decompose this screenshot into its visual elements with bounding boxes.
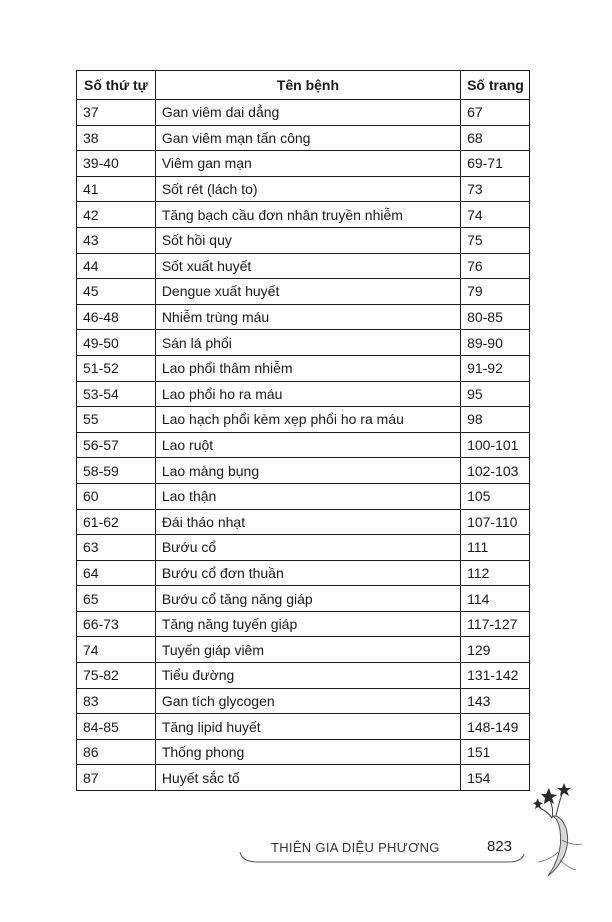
row-order-number: 58-59: [77, 458, 156, 484]
row-disease-name: Tiểu đường: [155, 663, 460, 689]
table-row: [77, 151, 530, 177]
row-page-number: 74: [461, 202, 530, 228]
table-row: [77, 739, 530, 765]
table-row: [77, 407, 530, 433]
row-page-number: 73: [461, 176, 530, 202]
row-page-number: 154: [461, 765, 530, 791]
table-row: [77, 304, 530, 330]
row-page-number: 148-149: [461, 714, 530, 740]
row-order-number: 64: [77, 560, 156, 586]
row-order-number: 55: [77, 407, 156, 433]
ginseng-root-icon: [528, 780, 588, 880]
row-page-number: 69-71: [461, 151, 530, 177]
row-order-number: 39-40: [77, 151, 156, 177]
table-row: [77, 663, 530, 689]
row-page-number: 100-101: [461, 432, 530, 458]
row-disease-name: Tăng bạch cầu đơn nhân truyền nhiễm: [155, 202, 460, 228]
row-disease-name: Nhiễm trùng máu: [155, 304, 460, 330]
row-disease-name: Sốt rét (lách to): [155, 176, 460, 202]
table-row: [77, 279, 530, 305]
row-order-number: 74: [77, 637, 156, 663]
row-disease-name: Bướu cổ tăng năng giáp: [155, 586, 460, 612]
table-row: [77, 432, 530, 458]
table-body: [77, 100, 530, 791]
table-row: [77, 765, 530, 791]
row-disease-name: Lao phổi ho ra máu: [155, 381, 460, 407]
row-page-number: 67: [461, 100, 530, 126]
row-page-number: 76: [461, 253, 530, 279]
row-disease-name: Viêm gan mạn: [155, 151, 460, 177]
row-disease-name: Lao màng bụng: [155, 458, 460, 484]
row-page-number: 112: [461, 560, 530, 586]
row-order-number: 66-73: [77, 611, 156, 637]
row-disease-name: Tuyến giáp viêm: [155, 637, 460, 663]
row-page-number: 68: [461, 125, 530, 151]
disease-index-table: [76, 70, 530, 791]
row-disease-name: Gan viêm mạn tấn công: [155, 125, 460, 151]
row-disease-name: Sốt xuất huyết: [155, 253, 460, 279]
row-page-number: 117-127: [461, 611, 530, 637]
row-order-number: 75-82: [77, 663, 156, 689]
row-page-number: 129: [461, 637, 530, 663]
row-page-number: 80-85: [461, 304, 530, 330]
table-header-row: [77, 71, 530, 100]
row-page-number: 79: [461, 279, 530, 305]
table-row: [77, 714, 530, 740]
table-row: [77, 176, 530, 202]
row-order-number: 37: [77, 100, 156, 126]
row-page-number: 114: [461, 586, 530, 612]
row-disease-name: Lao ruột: [155, 432, 460, 458]
row-page-number: 89-90: [461, 330, 530, 356]
table-row: [77, 355, 530, 381]
table-row: [77, 381, 530, 407]
table-row: [77, 688, 530, 714]
table-row: [77, 560, 530, 586]
row-order-number: 53-54: [77, 381, 156, 407]
row-disease-name: Thống phong: [155, 739, 460, 765]
row-disease-name: Đái tháo nhạt: [155, 509, 460, 535]
row-page-number: 107-110: [461, 509, 530, 535]
table-row: [77, 483, 530, 509]
header-page-number: Số trang: [461, 71, 530, 100]
row-order-number: 46-48: [77, 304, 156, 330]
row-order-number: 61-62: [77, 509, 156, 535]
row-disease-name: Lao hạch phổi kèm xẹp phổi ho ra máu: [155, 407, 460, 433]
row-disease-name: Lao thận: [155, 483, 460, 509]
row-page-number: 91-92: [461, 355, 530, 381]
row-disease-name: Gan tích glycogen: [155, 688, 460, 714]
table-row: [77, 458, 530, 484]
row-order-number: 38: [77, 125, 156, 151]
table-row: [77, 509, 530, 535]
row-page-number: 131-142: [461, 663, 530, 689]
table-row: [77, 100, 530, 126]
row-order-number: 56-57: [77, 432, 156, 458]
row-order-number: 86: [77, 739, 156, 765]
row-page-number: 75: [461, 227, 530, 253]
row-disease-name: Bướu cổ đơn thuần: [155, 560, 460, 586]
footer-page-number: 823: [487, 838, 513, 855]
header-disease-name: Tên bệnh: [155, 71, 460, 100]
row-disease-name: Gan viêm dai dẳng: [155, 100, 460, 126]
row-order-number: 44: [77, 253, 156, 279]
row-order-number: 41: [77, 176, 156, 202]
row-disease-name: Bướu cổ: [155, 535, 460, 561]
row-order-number: 63: [77, 535, 156, 561]
row-order-number: 60: [77, 483, 156, 509]
row-disease-name: Tăng lipid huyết: [155, 714, 460, 740]
row-page-number: 95: [461, 381, 530, 407]
row-page-number: 151: [461, 739, 530, 765]
row-disease-name: Tăng năng tuyến giáp: [155, 611, 460, 637]
row-page-number: 143: [461, 688, 530, 714]
row-order-number: 84-85: [77, 714, 156, 740]
row-order-number: 43: [77, 227, 156, 253]
table-row: [77, 611, 530, 637]
table-row: [77, 330, 530, 356]
table-row: [77, 125, 530, 151]
table-row: [77, 586, 530, 612]
row-order-number: 83: [77, 688, 156, 714]
row-order-number: 87: [77, 765, 156, 791]
table-row: [77, 253, 530, 279]
header-order-number: Số thứ tự: [77, 71, 156, 100]
row-order-number: 49-50: [77, 330, 156, 356]
row-disease-name: Dengue xuất huyết: [155, 279, 460, 305]
row-order-number: 45: [77, 279, 156, 305]
table-row: [77, 227, 530, 253]
row-disease-name: Huyết sắc tố: [155, 765, 460, 791]
table-row: [77, 535, 530, 561]
table-row: [77, 202, 530, 228]
row-page-number: 102-103: [461, 458, 530, 484]
row-disease-name: Lao phổi thâm nhiễm: [155, 355, 460, 381]
row-order-number: 65: [77, 586, 156, 612]
row-order-number: 51-52: [77, 355, 156, 381]
row-page-number: 111: [461, 535, 530, 561]
row-disease-name: Sốt hồi quy: [155, 227, 460, 253]
footer-book-title: THIÊN GIA DIỆU PHƯƠNG: [271, 840, 440, 855]
table-row: [77, 637, 530, 663]
row-page-number: 98: [461, 407, 530, 433]
row-page-number: 105: [461, 483, 530, 509]
row-order-number: 42: [77, 202, 156, 228]
row-disease-name: Sán lá phổi: [155, 330, 460, 356]
